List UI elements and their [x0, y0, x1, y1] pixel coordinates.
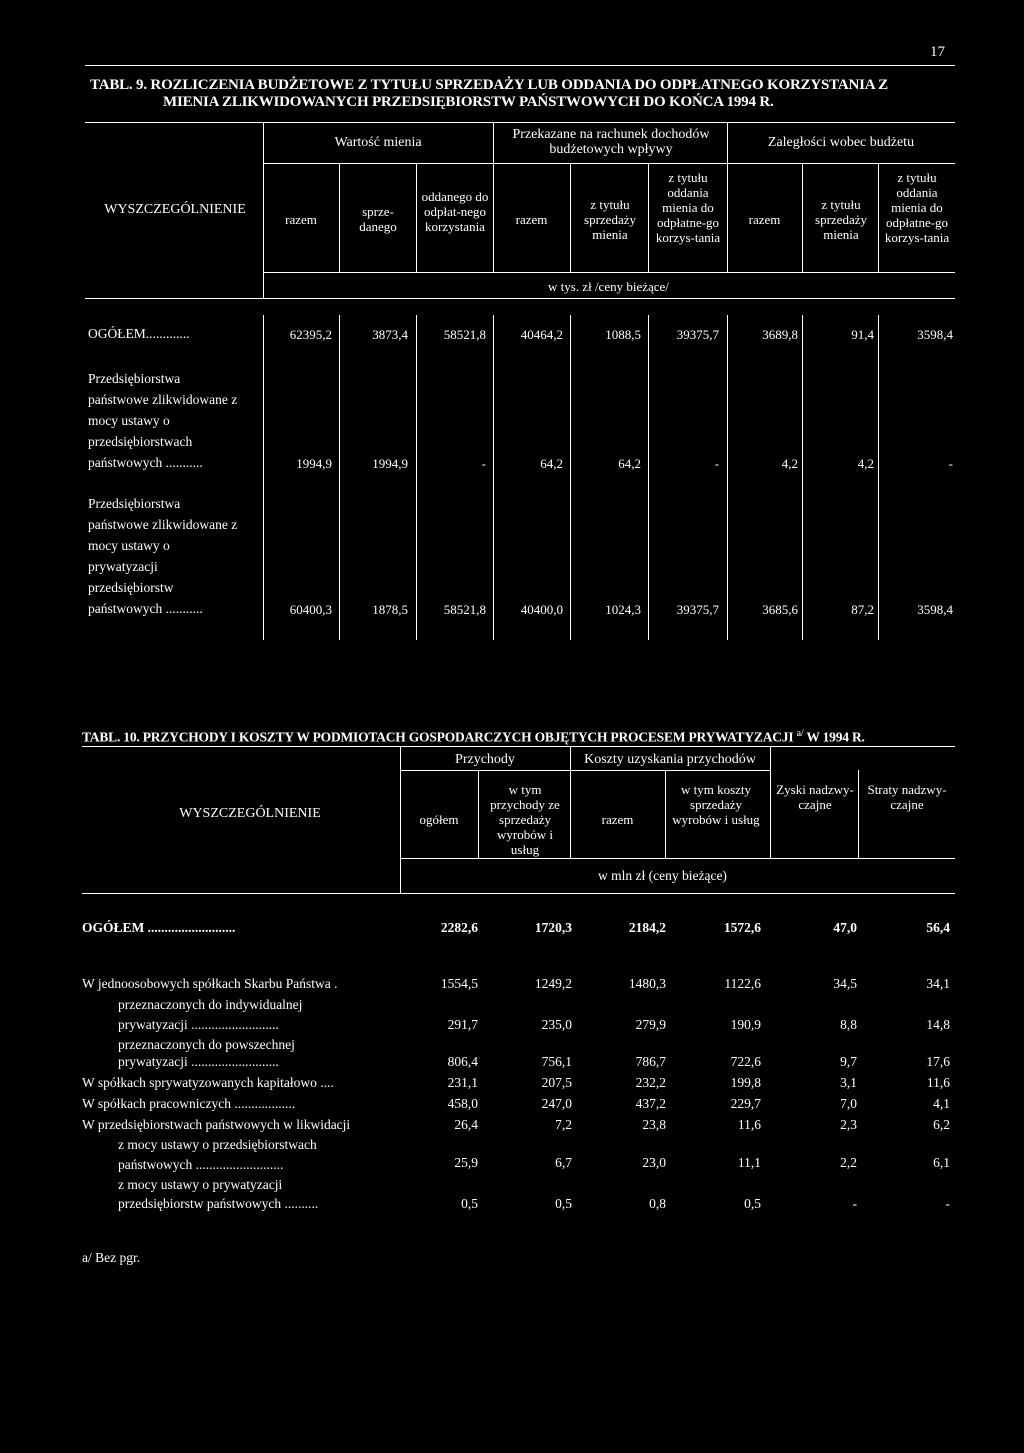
t9-row-label: mocy ustawy o [88, 413, 170, 428]
t10-header-col: w tym koszty sprzedaży wyrobów i usług [672, 782, 760, 827]
t10-cell: 1720,3 [534, 920, 572, 935]
t9-cell: 91,4 [851, 327, 874, 342]
t10-cell: 11,6 [737, 1117, 761, 1132]
t10-row-label: przeznaczonych do powszechnej [118, 1037, 295, 1052]
t10-rule-top [82, 746, 955, 747]
t9-row-label: Przedsiębiorstwa [88, 371, 181, 386]
t10-cell: 34,1 [926, 976, 950, 991]
table-10-title-end: W 1994 R. [806, 729, 865, 745]
t10-cell: 232,2 [635, 1075, 666, 1090]
t9-rule-group [263, 163, 955, 164]
t9-cell: - [948, 456, 953, 471]
t9-cell: 1878,5 [372, 602, 408, 617]
t9-row-label: Przedsiębiorstwa [88, 496, 181, 511]
t9-vline [416, 163, 417, 272]
t9-cell: 1994,9 [296, 456, 332, 471]
t10-row-label: W jednoosobowych spółkach Skarbu Państwa . [82, 976, 338, 991]
t9-rule-top [85, 122, 955, 123]
t10-cell: 2,3 [840, 1117, 857, 1132]
t10-rule-cols [400, 858, 955, 859]
t9-header-col: razem [285, 212, 317, 227]
t9-body-vline [493, 315, 494, 640]
t10-cell: 14,8 [926, 1017, 950, 1032]
t10-cell: 47,0 [833, 920, 857, 935]
t9-row-label: przedsiębiorstw [88, 580, 174, 595]
t10-cell: 1122,6 [724, 976, 761, 991]
t10-cell: 9,7 [840, 1054, 857, 1069]
t10-cell: 34,5 [833, 976, 857, 991]
t10-cell: 3,1 [840, 1075, 857, 1090]
t9-header-group1: Wartość mienia [334, 135, 422, 150]
t9-cell: 40464,2 [520, 327, 563, 342]
t10-cell: 23,0 [642, 1155, 666, 1170]
t9-row-label: państwowych ........... [88, 601, 203, 616]
t9-cell: 3598,4 [917, 327, 953, 342]
t9-cell: 58521,8 [443, 327, 486, 342]
t9-cell: 58521,8 [443, 602, 486, 617]
t9-body-vline [416, 315, 417, 640]
t10-cell: 229,7 [730, 1096, 761, 1111]
t10-cell: 6,1 [933, 1155, 950, 1170]
t10-cell: 4,1 [933, 1096, 950, 1111]
t10-rule-group [400, 770, 770, 771]
t9-cell: 40400,0 [520, 602, 563, 617]
t10-rule-bottom [82, 893, 955, 894]
t10-row-label: z mocy ustawy o przedsiębiorstwach [118, 1137, 317, 1152]
t10-cell: 6,7 [555, 1155, 572, 1170]
t10-header-col: w tym przychody ze sprzedaży wyrobów i usług [490, 782, 560, 857]
t10-header-stub: WYSZCZEGÓLNIENIE [179, 806, 321, 821]
t9-row-label: przedsiębiorstwach [88, 434, 193, 449]
page-number: 17 [930, 44, 945, 60]
t10-cell: 437,2 [635, 1096, 666, 1111]
t10-header-group2: Koszty uzyskania przychodów [584, 752, 756, 767]
t9-row-label: państwowych ........... [88, 455, 203, 470]
t9-cell: 64,2 [540, 456, 563, 471]
t10-cell: 0,5 [744, 1196, 761, 1211]
t9-row-label: państwowe zlikwidowane z [88, 392, 238, 407]
t10-vline [478, 770, 479, 858]
t10-row-label: W spółkach pracowniczych .................. [82, 1096, 296, 1111]
t9-row-label: prywatyzacji [88, 559, 158, 574]
table-10-title: TABL. 10. PRZYCHODY I KOSZTY W PODMIOTACH GOSPODARCZYCH OBJĘTYCH PROCESEM PRYWATYZACJI [82, 729, 794, 745]
t9-body-vline [570, 315, 571, 640]
table-9-title-line1: TABL. 9. ROZLICZENIA BUDŻETOWE Z TYTUŁU SPRZEDAŻY LUB ODDANIA DO ODPŁATNEGO KORZYSTANIA Z [90, 77, 888, 93]
t10-cell: 786,7 [635, 1054, 666, 1069]
t10-cell: 247,0 [541, 1096, 572, 1111]
t9-body-vline [648, 315, 649, 640]
t10-cell: 756,1 [541, 1054, 572, 1069]
t10-vline [858, 770, 859, 858]
t9-row-label: OGÓŁEM............. [88, 326, 190, 341]
t9-header-col: sprze-danego [359, 204, 397, 234]
t10-cell: 199,8 [730, 1075, 761, 1090]
t10-cell: 2,2 [840, 1155, 857, 1170]
t10-header-col: Zyski nadzwy-czajne [776, 782, 854, 812]
t9-cell: 3689,8 [762, 327, 798, 342]
t9-cell: 64,2 [618, 456, 641, 471]
t10-row-label: przedsiębiorstw państwowych .......... [118, 1196, 319, 1211]
t9-header-group3: Zaległości wobec budżetu [767, 135, 915, 150]
t10-cell: 26,4 [454, 1117, 478, 1132]
t9-cell: 87,2 [851, 602, 874, 617]
t9-header-col: razem [515, 212, 548, 227]
t10-row-label: prywatyzacji .......................... [118, 1017, 279, 1032]
t9-unit-label: w tys. zł /ceny bieżące/ [548, 279, 669, 294]
t10-header-group1: Przychody [455, 752, 515, 767]
t10-row-label: W przedsiębiorstwach państwowych w likwidacji [82, 1117, 351, 1132]
t10-header-col: razem [601, 812, 634, 827]
t10-row-label: prywatyzacji .......................... [118, 1054, 279, 1069]
t10-vline [665, 770, 666, 858]
t9-header-col: razem [748, 212, 781, 227]
t9-cell: 3685,6 [762, 602, 798, 617]
t10-cell: - [852, 1196, 857, 1211]
table-9-title-line2: MIENIA ZLIKWIDOWANYCH PRZEDSIĘBIORSTW PAŃSTWOWYCH DO KOŃCA 1994 R. [163, 94, 774, 110]
t9-header-col: z tytułu sprzedaży mienia [815, 197, 867, 242]
t9-header-group2: Przekazane na rachunek dochodów budżetowych wpływy [512, 127, 710, 157]
t10-header-col: Straty nadzwy-czajne [867, 782, 947, 812]
t10-cell: 291,7 [447, 1017, 478, 1032]
t10-cell: 2184,2 [628, 920, 666, 935]
t10-cell: 1249,2 [534, 976, 572, 991]
t10-vline [770, 746, 771, 858]
t10-row-label: OGÓŁEM .......................... [82, 920, 236, 935]
t9-cell: 4,2 [781, 456, 798, 471]
t10-cell: 0,5 [461, 1196, 478, 1211]
t9-cell: 1994,9 [372, 456, 408, 471]
t10-cell: 25,9 [454, 1155, 478, 1170]
t9-header-col: oddanego do odpłat-nego korzystania [421, 189, 489, 234]
t9-vline [878, 163, 879, 272]
t9-body-vline [878, 315, 879, 640]
t9-row-label: państwowe zlikwidowane z [88, 517, 238, 532]
t10-row-label: przeznaczonych do indywidualnej [118, 997, 303, 1012]
t10-cell: 231,1 [447, 1075, 478, 1090]
t9-vline [339, 163, 340, 272]
t10-cell: 8,8 [840, 1017, 857, 1032]
t9-rule-cols [263, 272, 955, 273]
t10-row-label: państwowych .......................... [118, 1157, 284, 1172]
top-rule [85, 65, 955, 66]
t9-body-vline [727, 315, 728, 640]
t10-cell: 0,5 [555, 1196, 572, 1211]
t9-cell: 39375,7 [676, 327, 719, 342]
t10-cell: 23,8 [642, 1117, 666, 1132]
t9-cell: 1088,5 [605, 327, 641, 342]
t9-vline [648, 163, 649, 272]
t9-cell: 62395,2 [289, 327, 332, 342]
t10-cell: 207,5 [541, 1075, 572, 1090]
t9-header-stub: WYSZCZEGÓLNIENIE [104, 202, 246, 217]
t9-cell: 4,2 [857, 456, 874, 471]
t9-body-vline [263, 315, 264, 640]
t9-body-vline [802, 315, 803, 640]
t10-cell: 806,4 [447, 1054, 478, 1069]
t9-cell: - [481, 456, 486, 471]
t10-cell: 11,6 [926, 1075, 950, 1090]
t10-cell: 235,0 [541, 1017, 572, 1032]
t9-cell: 39375,7 [676, 602, 719, 617]
t10-cell: 7,0 [840, 1096, 857, 1111]
t10-row-label: W spółkach sprywatyzowanych kapitałowo .... [82, 1075, 334, 1090]
t10-footnote: a/ Bez pgr. [82, 1250, 141, 1265]
t10-cell: 7,2 [555, 1117, 572, 1132]
t9-vline [493, 122, 494, 272]
t10-cell: 1480,3 [628, 976, 666, 991]
t10-header-col: ogółem [419, 812, 459, 827]
t9-row-label: mocy ustawy o [88, 538, 170, 553]
t10-cell: 190,9 [730, 1017, 761, 1032]
t9-header-col: z tytułu sprzedaży mienia [584, 197, 636, 242]
t10-cell: 458,0 [447, 1096, 478, 1111]
t9-vline [802, 163, 803, 272]
t10-cell: 11,1 [737, 1155, 761, 1170]
t10-cell: 1572,6 [723, 920, 761, 935]
t9-cell: 1024,3 [605, 602, 641, 617]
t10-cell: 1554,5 [440, 976, 478, 991]
t9-header-col: z tytułu oddania mienia do odpłatne-go korzys-tania [884, 170, 950, 245]
t9-cell: 3873,4 [372, 327, 408, 342]
t10-cell: 0,8 [649, 1196, 666, 1211]
t9-cell: 3598,4 [917, 602, 953, 617]
t9-body-vline [339, 315, 340, 640]
t9-header-col: z tytułu oddania mienia do odpłatne-go korzys-tania [655, 170, 721, 245]
t10-cell: - [945, 1196, 950, 1211]
t9-cell: 60400,3 [289, 602, 332, 617]
t10-cell: 2282,6 [440, 920, 478, 935]
t9-cell: - [714, 456, 719, 471]
t10-unit-label: w mln zł (ceny bieżące) [598, 868, 727, 883]
t10-row-label: z mocy ustawy o prywatyzacji [118, 1177, 283, 1192]
t9-vline [570, 163, 571, 272]
t10-cell: 279,9 [635, 1017, 666, 1032]
t10-cell: 17,6 [926, 1054, 950, 1069]
t10-cell: 722,6 [730, 1054, 761, 1069]
t10-cell: 56,4 [926, 920, 950, 935]
table-10-title-footnote-mark: a/ [796, 728, 804, 739]
t10-cell: 6,2 [933, 1117, 950, 1132]
t9-rule-bottom [85, 298, 955, 299]
